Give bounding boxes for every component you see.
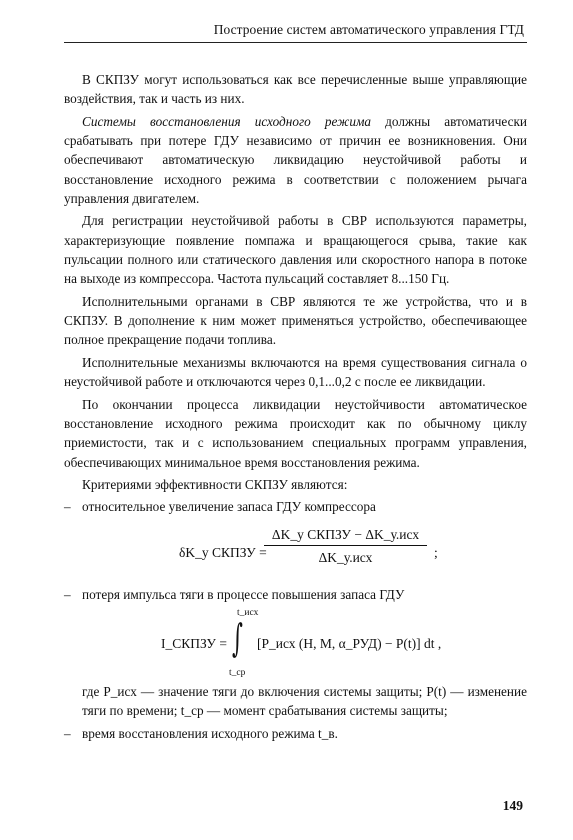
dash-marker: –: [64, 725, 71, 741]
formula-numerator: ΔK_у СКПЗУ − ΔK_у.исх: [271, 526, 420, 542]
integral-upper-limit: t_исх: [237, 607, 259, 618]
integral-lower-limit: t_ср: [229, 667, 246, 678]
formula-lhs: δK_у СКПЗУ =: [179, 544, 267, 560]
paragraph: Для регистрации неустойчивой работы в СВР используются параметры, характеризующие появление помпажа и вращающегося срыва, такие как пульсации полного или статического давления или скоростного напора в потоке на выходе из компрессора. Частота пульсаций составляет 8...150 Гц.: [64, 213, 527, 287]
header-rule: [64, 42, 527, 43]
paragraph: По окончании процесса ликвидации неустойчивости автоматическое восстановление исходного режима происходит как по обычному циклу приемистости, так и с использованием специальных программ управления, обеспечивающих минимальное время восстановления режима.: [64, 396, 527, 470]
list-item: [64, 724, 527, 743]
list-item: [64, 497, 527, 516]
list-item: [64, 585, 527, 604]
formula-fraction: [262, 525, 429, 568]
formula-semicolon: ;: [434, 544, 438, 560]
dash-marker: –: [64, 586, 71, 602]
list-item-text: время восстановления исходного режима t_в.: [82, 725, 338, 741]
formula-relative-increase: [64, 523, 527, 579]
list-item-text: относительное увеличение запаса ГДУ компрессора: [82, 499, 376, 515]
paragraph: [64, 112, 527, 209]
running-head: Построение систем автоматического управления ГТД: [213, 22, 524, 37]
paragraph: Исполнительные механизмы включаются на время существования сигнала о неустойчивой работе и отключаются через 0,1...0,2 с после ее ликвидации.: [64, 354, 527, 390]
integral-sign-icon: ∫: [232, 615, 243, 660]
formula-integrand: [P_исх (H, M, α_РУД) − P(t)] dt ,: [257, 635, 442, 651]
formula-explanation: где P_исх — значение тяги до включения системы защиты; P(t) — изменение тяги по времени; t_ср — момент срабатывания системы защиты;: [82, 683, 527, 719]
paragraph-text: должны автоматически срабатывать при потере ГДУ независимо от причин ее возникновения. Они обеспечивают автоматическую ликвидацию неустойчивой работы и восстановление исходного режима в соответствии с положением рычага управления двигателем.: [64, 113, 527, 207]
defined-term: Системы восстановления исходного режима: [82, 113, 372, 129]
dash-marker: –: [64, 499, 71, 515]
formula-impulse-loss: [64, 606, 527, 678]
paragraph: Критериями эффективности СКПЗУ являются:: [82, 476, 348, 492]
formula-lhs: I_СКПЗУ =: [161, 635, 227, 651]
page-number: 149: [502, 798, 523, 813]
page-body: [64, 70, 527, 743]
formula-denominator: ΔK_у.исх: [318, 549, 373, 565]
paragraph: Исполнительными органами в СВР являются те же устройства, что и в СКПЗУ. В дополнение к ним может применяться устройство, обеспечивающее полное прекращение подачи топлива.: [64, 293, 527, 348]
paragraph: В СКПЗУ могут использоваться как все перечисленные выше управляющие воздействия, так и часть из них.: [64, 72, 527, 107]
list-item-text: потеря импульса тяги в процессе повышения запаса ГДУ: [82, 586, 405, 602]
